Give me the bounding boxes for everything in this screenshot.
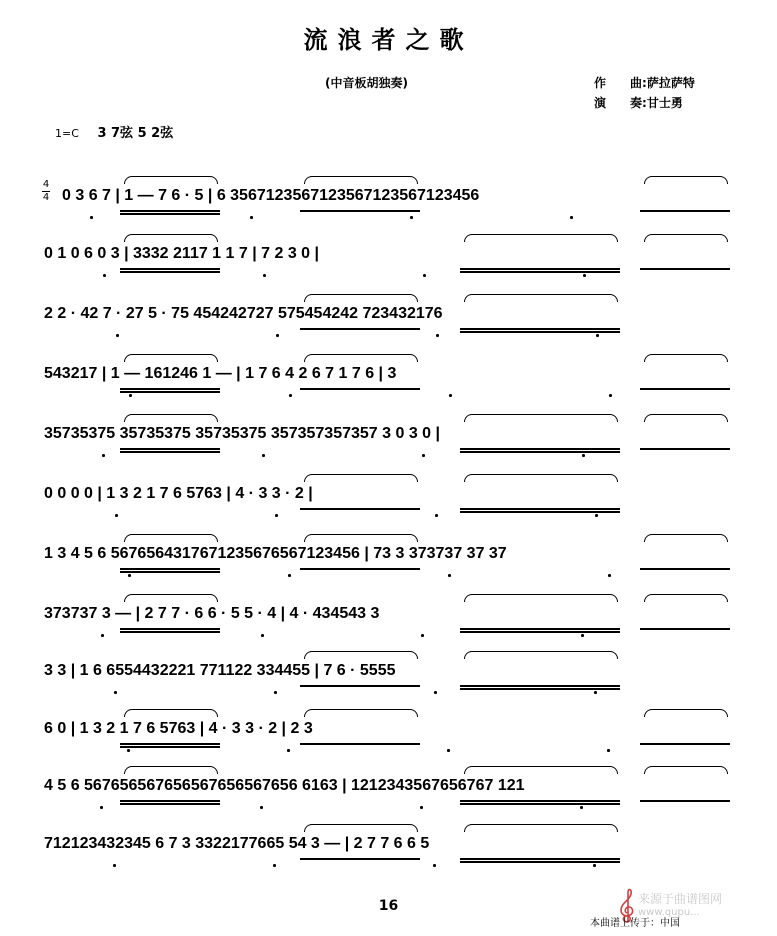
beam-line xyxy=(460,800,620,802)
notation-system xyxy=(0,528,777,582)
octave-dot xyxy=(436,334,439,337)
composer-label: 作 曲: xyxy=(594,76,647,90)
notation-system xyxy=(0,818,777,872)
time-signature-top: 4 xyxy=(42,179,50,190)
beam-line xyxy=(460,628,620,630)
slur-mark xyxy=(464,766,618,774)
octave-dot xyxy=(570,216,573,219)
octave-dot xyxy=(434,691,437,694)
octave-dot xyxy=(102,454,105,457)
beam-line xyxy=(460,803,620,805)
slur-mark xyxy=(124,709,218,717)
slur-mark xyxy=(644,414,728,422)
beam-line xyxy=(300,328,420,330)
octave-dot xyxy=(263,274,266,277)
beam-line xyxy=(640,388,730,390)
slur-mark xyxy=(464,414,618,422)
slur-mark xyxy=(304,354,418,362)
notation-line: 6 0 | 1 3 2 1 7 6 5763 | 4 · 3 3 · 2 | 2 3 xyxy=(44,720,313,737)
octave-dot xyxy=(607,749,610,752)
slur-mark xyxy=(304,294,418,302)
octave-dot xyxy=(609,394,612,397)
beam-line xyxy=(300,743,420,745)
notation-line: 35735375 35735375 35735375 357357357357 3 0 3 0 | xyxy=(44,425,440,442)
beam-line xyxy=(460,448,620,450)
octave-dot xyxy=(276,334,279,337)
beam-line xyxy=(120,391,220,393)
slur-mark xyxy=(124,354,218,362)
octave-dot xyxy=(593,864,596,867)
beam-line xyxy=(640,743,730,745)
beam-line xyxy=(460,858,620,860)
beam-line xyxy=(640,448,730,450)
beam-line xyxy=(640,628,730,630)
performer-name: 甘士勇 xyxy=(646,96,683,110)
score-subtitle: (中音板胡独奏) xyxy=(325,76,408,90)
beam-line xyxy=(120,213,220,215)
slur-mark xyxy=(124,414,218,422)
octave-dot xyxy=(594,691,597,694)
notation-line: 4 5 6 567656567656567656567656 6163 | 1212343567656767 121 xyxy=(44,777,525,794)
beam-line xyxy=(120,628,220,630)
beam-line xyxy=(460,328,620,330)
octave-dot xyxy=(420,806,423,809)
octave-dot xyxy=(289,394,292,397)
composer-credit xyxy=(594,74,695,91)
slur-mark xyxy=(644,594,728,602)
octave-dot xyxy=(421,634,424,637)
octave-dot xyxy=(423,274,426,277)
octave-dot xyxy=(101,634,104,637)
slur-mark xyxy=(124,176,218,184)
beam-line xyxy=(120,800,220,802)
notation-line: 0 3 6 7 | 1 — 7 6 · 5 | 6 3567123567123567123567123456 xyxy=(62,187,480,204)
key-signature-line xyxy=(55,122,173,141)
notation-line: 0 0 0 0 | 1 3 2 1 7 6 5763 | 4 · 3 3 · 2 | xyxy=(44,485,313,502)
octave-dot xyxy=(433,864,436,867)
beam-line xyxy=(300,568,420,570)
beam-line xyxy=(460,331,620,333)
beam-line xyxy=(460,271,620,273)
octave-dot xyxy=(580,806,583,809)
octave-dot xyxy=(116,334,119,337)
beam-line xyxy=(460,688,620,690)
slur-mark xyxy=(304,534,418,542)
notation-line: 373737 3 — | 2 7 7 · 6 6 · 5 5 · 4 | 4 · 434543 3 xyxy=(44,605,380,622)
slur-mark xyxy=(124,594,218,602)
beam-line xyxy=(120,568,220,570)
slur-mark xyxy=(644,354,728,362)
performer-label: 演 奏: xyxy=(594,96,647,110)
beam-line xyxy=(460,451,620,453)
string-tuning: 3 7弦 5 2弦 xyxy=(97,126,174,141)
composer-name: 萨拉萨特 xyxy=(646,76,695,90)
beam-line xyxy=(460,861,620,863)
slur-mark xyxy=(644,709,728,717)
slur-mark xyxy=(464,651,618,659)
slur-mark xyxy=(464,294,618,302)
slur-mark xyxy=(304,176,418,184)
slur-mark xyxy=(644,176,728,184)
octave-dot xyxy=(262,454,265,457)
octave-dot xyxy=(261,634,264,637)
octave-dot xyxy=(287,749,290,752)
octave-dot xyxy=(128,574,131,577)
notation-line: 543217 | 1 — 161246 1 — | 1 7 6 4 2 6 7 1 7 6 | 3 xyxy=(44,365,397,382)
notation-system xyxy=(0,468,777,522)
slur-mark xyxy=(644,234,728,242)
slur-mark xyxy=(304,474,418,482)
octave-dot xyxy=(449,394,452,397)
notation-line: 1 3 4 5 6 5676564317671235676567123456 | 73 3 373737 37 37 xyxy=(44,545,507,562)
notation-system xyxy=(0,703,777,757)
time-signature-bottom: 4 xyxy=(42,192,50,203)
beam-line xyxy=(460,631,620,633)
beam-line xyxy=(120,448,220,450)
notation-system xyxy=(0,588,777,642)
slur-mark xyxy=(304,824,418,832)
beam-line xyxy=(640,210,730,212)
octave-dot xyxy=(582,454,585,457)
beam-line xyxy=(460,508,620,510)
octave-dot xyxy=(90,216,93,219)
key-signature: 1=C xyxy=(55,127,79,140)
watermark-line1: 来源于曲谱图网 xyxy=(638,892,723,906)
beam-line xyxy=(460,511,620,513)
octave-dot xyxy=(127,749,130,752)
octave-dot xyxy=(114,691,117,694)
slur-mark xyxy=(304,651,418,659)
notation-system xyxy=(0,760,777,814)
slur-mark xyxy=(464,824,618,832)
notation-line: 712123432345 6 7 3 3322177665 54 3 — | 2 7 7 6 6 5 xyxy=(44,835,430,852)
beam-line xyxy=(120,571,220,573)
notation-system xyxy=(0,288,777,342)
octave-dot xyxy=(260,806,263,809)
watermark-line2: www.qupu... xyxy=(638,907,700,918)
notation-line: 0 1 0 6 0 3 | 3332 2117 1 1 7 | 7 2 3 0 | xyxy=(44,245,319,262)
beam-line xyxy=(120,210,220,212)
beam-line xyxy=(120,631,220,633)
notation-line: 2 2 · 42 7 · 27 5 · 75 454242727 575454242 723432176 xyxy=(44,305,443,322)
octave-dot xyxy=(115,514,118,517)
octave-dot xyxy=(410,216,413,219)
beam-line xyxy=(300,388,420,390)
beam-line xyxy=(120,388,220,390)
slur-mark xyxy=(644,534,728,542)
octave-dot xyxy=(274,691,277,694)
beam-line xyxy=(300,508,420,510)
beam-line xyxy=(120,268,220,270)
notation-system xyxy=(0,228,777,282)
octave-dot xyxy=(608,574,611,577)
slur-mark xyxy=(464,594,618,602)
octave-dot xyxy=(129,394,132,397)
beam-line xyxy=(300,210,420,212)
octave-dot xyxy=(100,806,103,809)
score-title: 流浪者之歌 xyxy=(303,26,474,54)
slur-mark xyxy=(464,234,618,242)
beam-line xyxy=(640,568,730,570)
notation-system xyxy=(0,348,777,402)
octave-dot xyxy=(113,864,116,867)
octave-dot xyxy=(435,514,438,517)
footer-upload-note: 本曲谱上传于：中国 xyxy=(590,918,680,929)
octave-dot xyxy=(448,574,451,577)
beam-line xyxy=(120,743,220,745)
octave-dot xyxy=(422,454,425,457)
slur-mark xyxy=(124,534,218,542)
slur-mark xyxy=(124,234,218,242)
beam-line xyxy=(300,858,420,860)
notation-system xyxy=(0,170,777,224)
beam-line xyxy=(460,685,620,687)
octave-dot xyxy=(288,574,291,577)
octave-dot xyxy=(595,514,598,517)
octave-dot xyxy=(583,274,586,277)
beam-line xyxy=(640,800,730,802)
beam-line xyxy=(120,451,220,453)
slur-mark xyxy=(464,474,618,482)
performer-credit xyxy=(594,94,683,111)
beam-line xyxy=(120,746,220,748)
octave-dot xyxy=(596,334,599,337)
slur-mark xyxy=(304,709,418,717)
beam-line xyxy=(300,685,420,687)
beam-line xyxy=(460,268,620,270)
notation-line: 3 3 | 1 6 6554432221 771122 334455 | 7 6 · 5555 xyxy=(44,662,396,679)
octave-dot xyxy=(103,274,106,277)
octave-dot xyxy=(250,216,253,219)
notation-system xyxy=(0,645,777,699)
slur-mark xyxy=(124,766,218,774)
beam-line xyxy=(640,268,730,270)
octave-dot xyxy=(581,634,584,637)
beam-line xyxy=(120,803,220,805)
beam-line xyxy=(120,271,220,273)
octave-dot xyxy=(447,749,450,752)
slur-mark xyxy=(644,766,728,774)
notation-system xyxy=(0,408,777,462)
octave-dot xyxy=(275,514,278,517)
octave-dot xyxy=(273,864,276,867)
page-number: 16 xyxy=(378,898,399,914)
